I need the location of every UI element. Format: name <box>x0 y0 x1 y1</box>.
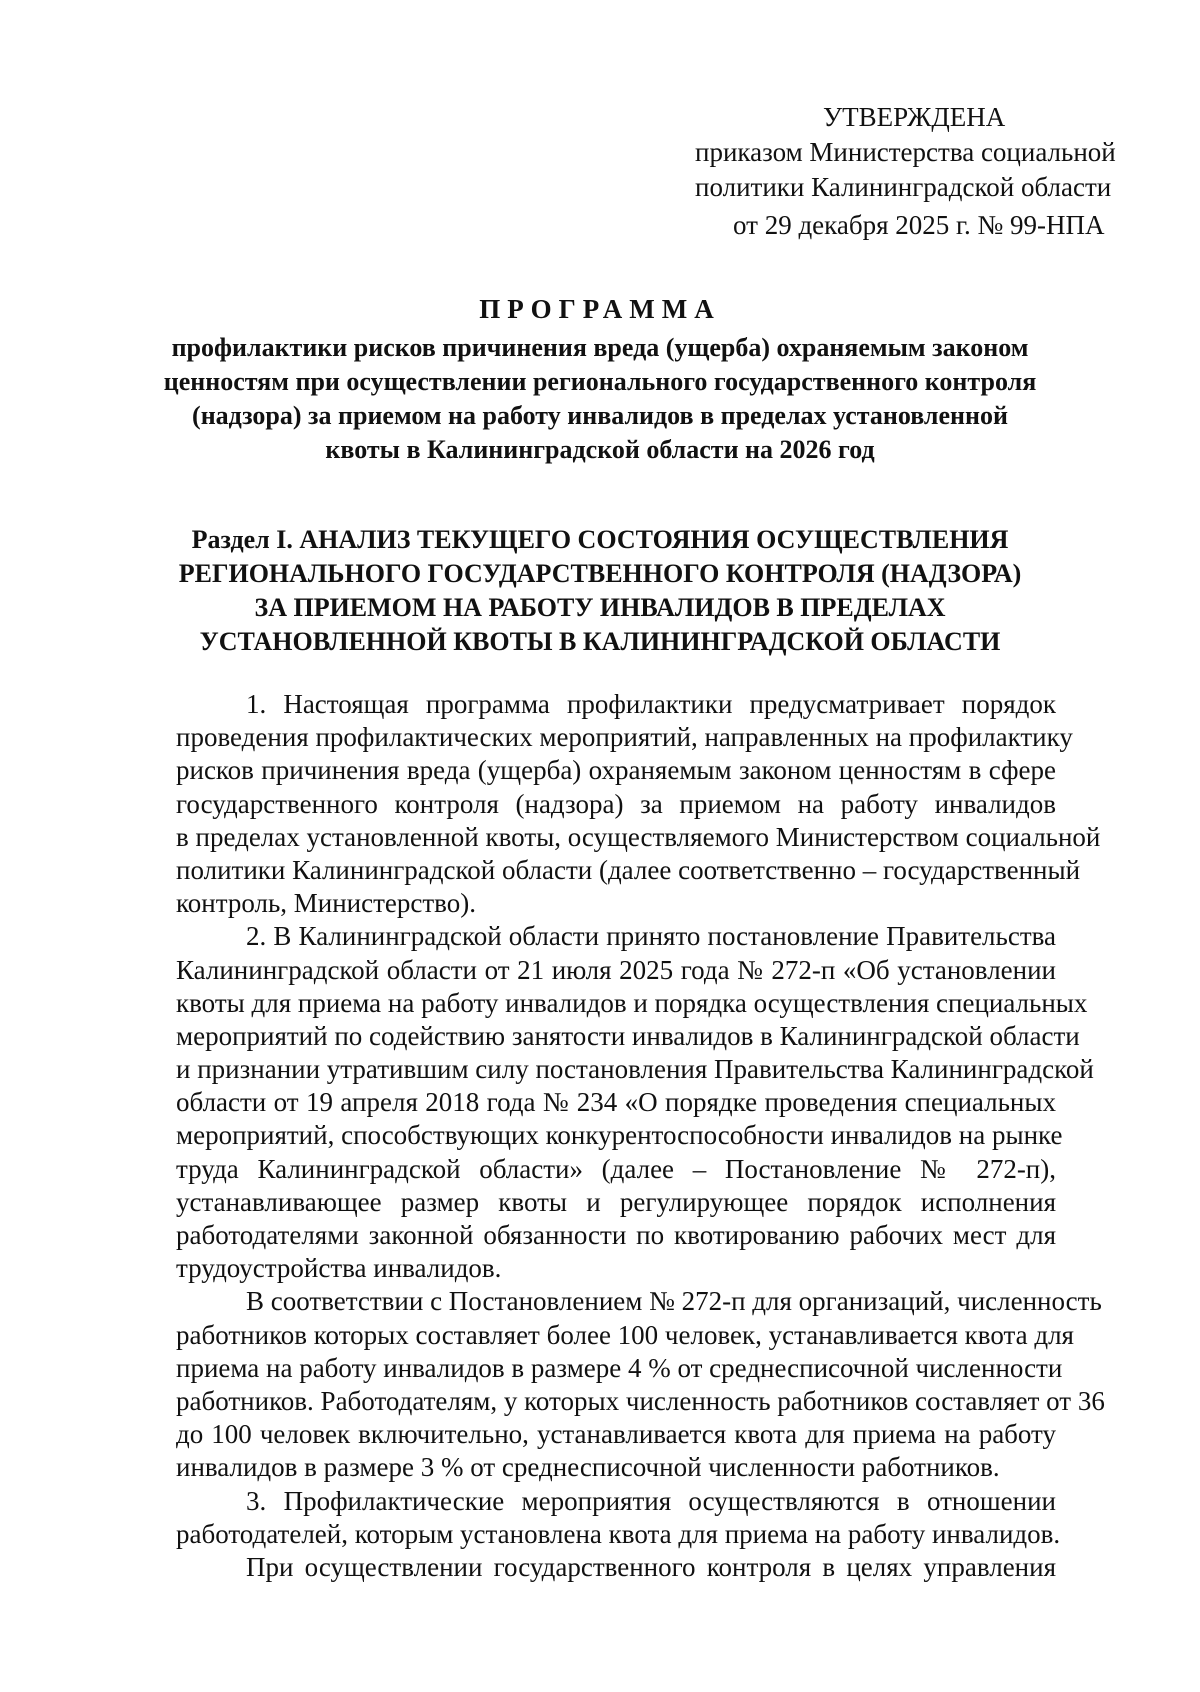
approval-line: приказом Министерства социальной <box>695 137 1116 167</box>
paragraph-2-line: Калининградской области от 21 июля 2025 года № 272-п «Об установлении <box>176 954 1056 985</box>
approval-title: УТВЕРЖДЕНА <box>823 102 1006 132</box>
paragraph-5-line: При осуществлении государственного контроля в целях управления <box>246 1551 1056 1582</box>
section-heading-line: УСТАНОВЛЕННОЙ КВОТЫ В КАЛИНИНГРАДСКОЙ ОБЛАСТИ <box>199 627 1001 656</box>
paragraph-1-line: проведения профилактических мероприятий, направленных на профилактику <box>176 722 1073 753</box>
subtitle-line: квоты в Калининградской области на 2026 год <box>325 435 875 464</box>
paragraph-1-line: государственного контроля (надзора) за приемом на работу инвалидов <box>176 788 1056 819</box>
subtitle-line: профилактики рисков причинения вреда (ущерба) охраняемым законом <box>171 333 1029 362</box>
paragraph-3-line: работников. Работодателям, у которых численность работников составляет от 36 <box>176 1385 1105 1416</box>
approval-line: политики Калининградской области <box>695 172 1112 202</box>
paragraph-4-line: работодателей, которым установлена квота для приема на работу инвалидов. <box>176 1518 1061 1549</box>
section-heading-line: Раздел I. АНАЛИЗ ТЕКУЩЕГО СОСТОЯНИЯ ОСУЩЕСТВЛЕНИЯ <box>191 525 1009 554</box>
paragraph-2-line: труда Калининградской области» (далее – Постановление № 272-п), <box>176 1153 1056 1184</box>
paragraph-3-line: до 100 человек включительно, устанавливается квота для приема на работу <box>176 1419 1056 1450</box>
approval-date: от 29 декабря 2025 г. № 99-НПА <box>733 210 1105 240</box>
paragraph-2-line: мероприятий по содействию занятости инвалидов в Калининградской области <box>176 1020 1080 1051</box>
paragraph-2-line: трудоустройства инвалидов. <box>176 1253 502 1284</box>
paragraph-3-line: В соответствии с Постановлением № 272-п для организаций, численность <box>246 1286 1102 1317</box>
paragraph-2-line: и признании утратившим силу постановления Правительства Калининградской <box>176 1054 1094 1085</box>
paragraph-3-line: работников которых составляет более 100 человек, устанавливается квота для <box>176 1319 1074 1350</box>
subtitle-line: (надзора) за приемом на работу инвалидов в пределах установленной <box>192 401 1008 430</box>
paragraph-1-line: в пределах установленной квоты, осуществляемого Министерством социальной <box>176 821 1101 852</box>
paragraph-2-line: квоты для приема на работу инвалидов и порядка осуществления специальных <box>176 987 1088 1018</box>
paragraph-2-line: 2. В Калининградской области принято постановление Правительства <box>246 921 1056 952</box>
body-text <box>176 688 1105 1584</box>
section-heading-line: РЕГИОНАЛЬНОГО ГОСУДАРСТВЕННОГО КОНТРОЛЯ (НАДЗОРА) <box>178 559 1022 588</box>
section-heading-line: ЗА ПРИЕМОМ НА РАБОТУ ИНВАЛИДОВ В ПРЕДЕЛАХ <box>254 593 946 622</box>
paragraph-4-line: 3. Профилактические мероприятия осуществляются в отношении <box>246 1485 1056 1516</box>
paragraph-1-line: 1. Настоящая программа профилактики предусматривает порядок <box>246 689 1056 719</box>
paragraph-1-line: рисков причинения вреда (ущерба) охраняемым законом ценностям в сфере <box>176 755 1056 786</box>
document-subtitle <box>160 331 1040 467</box>
paragraph-1-line: контроль, Министерство). <box>176 888 476 919</box>
paragraph-2-line: устанавливающее размер квоты и регулирующее порядок исполнения <box>176 1186 1056 1217</box>
document-title: ПРОГРАММА <box>479 294 721 324</box>
paragraph-1-line: политики Калининградской области (далее соответственно – государственный <box>176 854 1081 885</box>
approval-stamp-block <box>695 100 1155 243</box>
paragraph-2-line: области от 19 апреля 2018 года № 234 «О порядке проведения специальных <box>176 1087 1056 1118</box>
paragraph-3-line: приема на работу инвалидов в размере 4 % от среднесписочной численности <box>176 1352 1063 1383</box>
paragraph-2-line: мероприятий, способствующих конкурентоспособности инвалидов на рынке <box>176 1120 1063 1151</box>
subtitle-line: ценностям при осуществлении регионального государственного контроля <box>163 367 1037 396</box>
paragraph-2-line: работодателями законной обязанности по квотированию рабочих мест для <box>176 1220 1056 1250</box>
paragraph-3-line: инвалидов в размере 3 % от среднесписочной численности работников. <box>176 1452 1000 1483</box>
section-heading <box>160 523 1040 659</box>
